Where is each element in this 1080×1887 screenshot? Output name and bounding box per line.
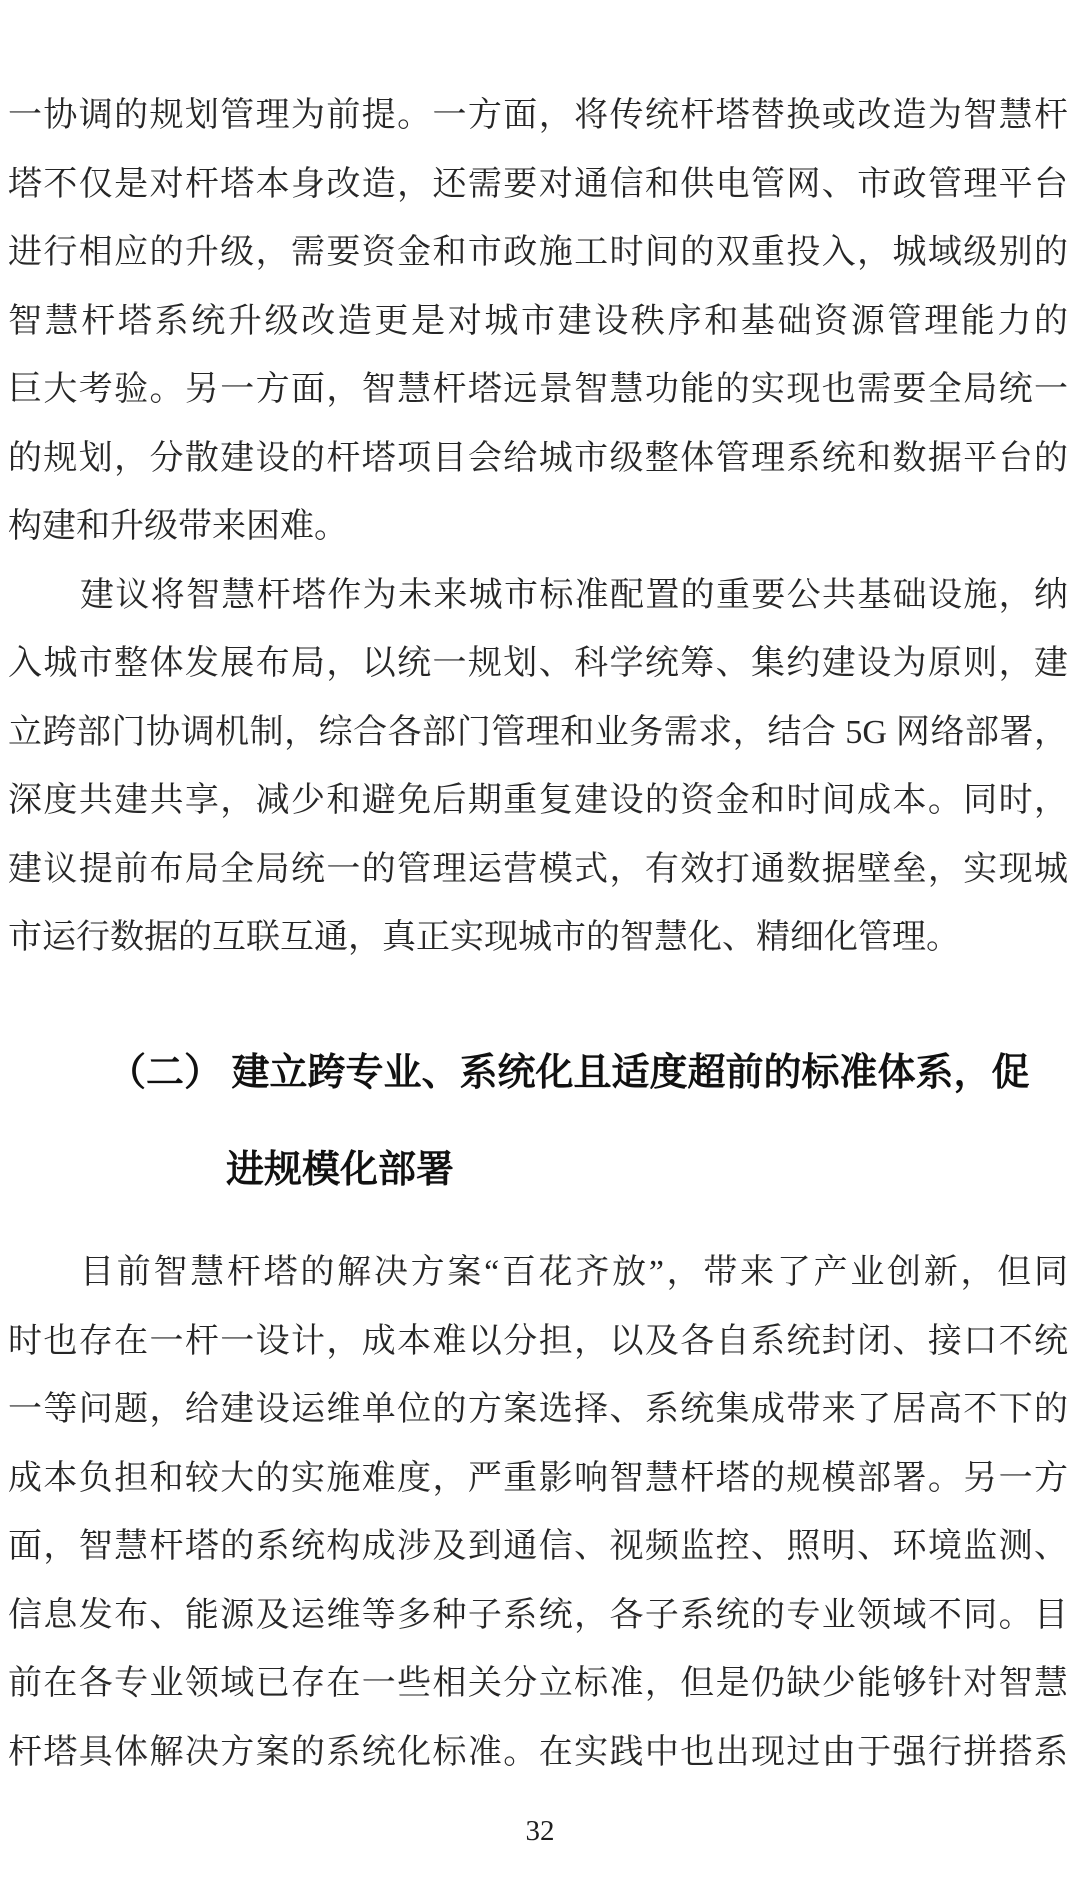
paragraph (8, 562, 1068, 973)
text-line: 塔不仅是对杆塔本身改造，还需要对通信和供电管网、市政管理平台 (8, 165, 1068, 203)
page-number: 32 (525, 1815, 555, 1847)
text-line: 建议提前布局全局统一的管理运营模式，有效打通数据壁垒，实现城 (8, 850, 1068, 888)
paragraph-continuation (8, 82, 1068, 562)
text-line: 杆塔具体解决方案的系统化标准。在实践中也出现过由于强行拼搭系 (8, 1733, 1068, 1771)
body-text-block (8, 1239, 1068, 1787)
text-line: 时也存在一杆一设计，成本难以分担，以及各自系统封闭、接口不统 (8, 1322, 1068, 1360)
body-text-block (8, 82, 1068, 973)
text-line: 目前智慧杆塔的解决方案“百花齐放”，带来了产业创新，但同 (80, 1254, 1068, 1291)
text-line: 建议将智慧杆塔作为未来城市标准配置的重要公共基础设施，纳 (80, 576, 1068, 614)
paragraph (8, 1239, 1068, 1787)
text-line: 立跨部门协调机制，综合各部门管理和业务需求，结合 5G 网络部署， (8, 713, 1068, 751)
text-line: 一协调的规划管理为前提。一方面，将传统杆塔替换或改造为智慧杆 (8, 97, 1068, 134)
text-line: 的规划，分散建设的杆塔项目会给城市级整体管理系统和数据平台的 (8, 439, 1068, 477)
text-line: 市运行数据的互联互通，真正实现城市的智慧化、精细化管理。 (8, 919, 960, 956)
text-line: 一等问题，给建设运维单位的方案选择、系统集成带来了居高不下的 (8, 1391, 1068, 1428)
text-line: 入城市整体发展布局，以统一规划、科学统筹、集约建设为原则，建 (8, 645, 1068, 682)
text-line: 成本负担和较大的实施难度，严重影响智慧杆塔的规模部署。另一方 (8, 1459, 1068, 1497)
section-heading-line: 进规模化部署 (226, 1149, 455, 1191)
text-line: 进行相应的升级，需要资金和市政施工时间的双重投入，城域级别的 (8, 234, 1068, 271)
text-line: 巨大考验。另一方面，智慧杆塔远景智慧功能的实现也需要全局统一 (8, 371, 1068, 408)
text-line: 面，智慧杆塔的系统构成涉及到通信、视频监控、照明、环境监测、 (8, 1528, 1068, 1565)
text-line: 构建和升级带来困难。 (8, 508, 348, 545)
text-line: 深度共建共享，减少和避免后期重复建设的资金和时间成本。同时， (8, 782, 1068, 819)
text-line: 前在各专业领域已存在一些相关分立标准，但是仍缺少能够针对智慧 (8, 1665, 1068, 1702)
section-heading (8, 1038, 1068, 1205)
text-line: 信息发布、能源及运维等多种子系统，各子系统的专业领域不同。目 (8, 1596, 1068, 1634)
section-heading-line: （二） 建立跨专业、系统化且适度超前的标准体系，促 (108, 1052, 1030, 1094)
text-line: 智慧杆塔系统升级改造更是对城市建设秩序和基础资源管理能力的 (8, 302, 1068, 340)
